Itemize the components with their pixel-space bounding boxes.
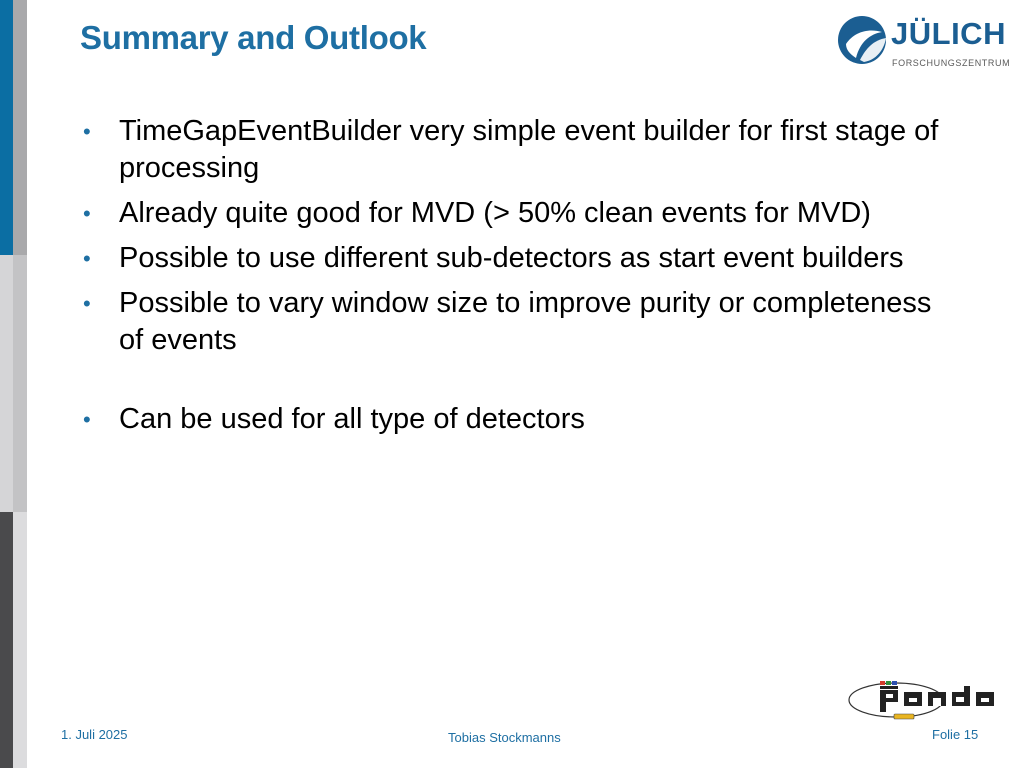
- juelich-logo-icon: [836, 14, 888, 66]
- panda-logo-graphic: [846, 678, 1014, 724]
- bullet-item: [80, 240, 960, 277]
- bullet-text: TimeGapEventBuilder very simple event builder for first stage of processing: [119, 115, 939, 184]
- juelich-logo: [836, 12, 1011, 74]
- bullet-text: Possible to use different sub-detectors as start event builders: [119, 242, 904, 274]
- left-stripe-top: [0, 0, 27, 255]
- bullet-icon: •: [83, 291, 91, 316]
- bullet-item: [80, 113, 960, 187]
- bullet-icon: •: [83, 246, 91, 271]
- bullet-list: [80, 113, 960, 446]
- bullet-icon: •: [83, 119, 91, 144]
- bullet-icon: •: [83, 201, 91, 226]
- juelich-logo-subtitle: FORSCHUNGSZENTRUM: [892, 58, 1011, 68]
- bullet-item: [80, 401, 960, 438]
- bullet-item: [80, 195, 960, 232]
- juelich-logo-name: JÜLICH: [891, 16, 1006, 51]
- footer-date: 1. Juli 2025: [61, 727, 128, 742]
- slide-title: Summary and Outlook: [80, 19, 427, 56]
- bullet-text: Already quite good for MVD (> 50% clean events for MVD): [119, 197, 871, 229]
- panda-logo: [846, 678, 1014, 724]
- left-stripe-middle: [0, 255, 27, 512]
- left-stripe-bottom: [0, 512, 27, 768]
- bullet-text: Can be used for all type of detectors: [119, 403, 585, 435]
- footer-slide-number: Folie 15: [932, 727, 979, 742]
- bullet-text: Possible to vary window size to improve purity or completeness of events: [119, 287, 932, 356]
- footer-author: Tobias Stockmanns: [448, 730, 561, 745]
- bullet-item: [80, 285, 960, 359]
- bullet-icon: •: [83, 407, 91, 432]
